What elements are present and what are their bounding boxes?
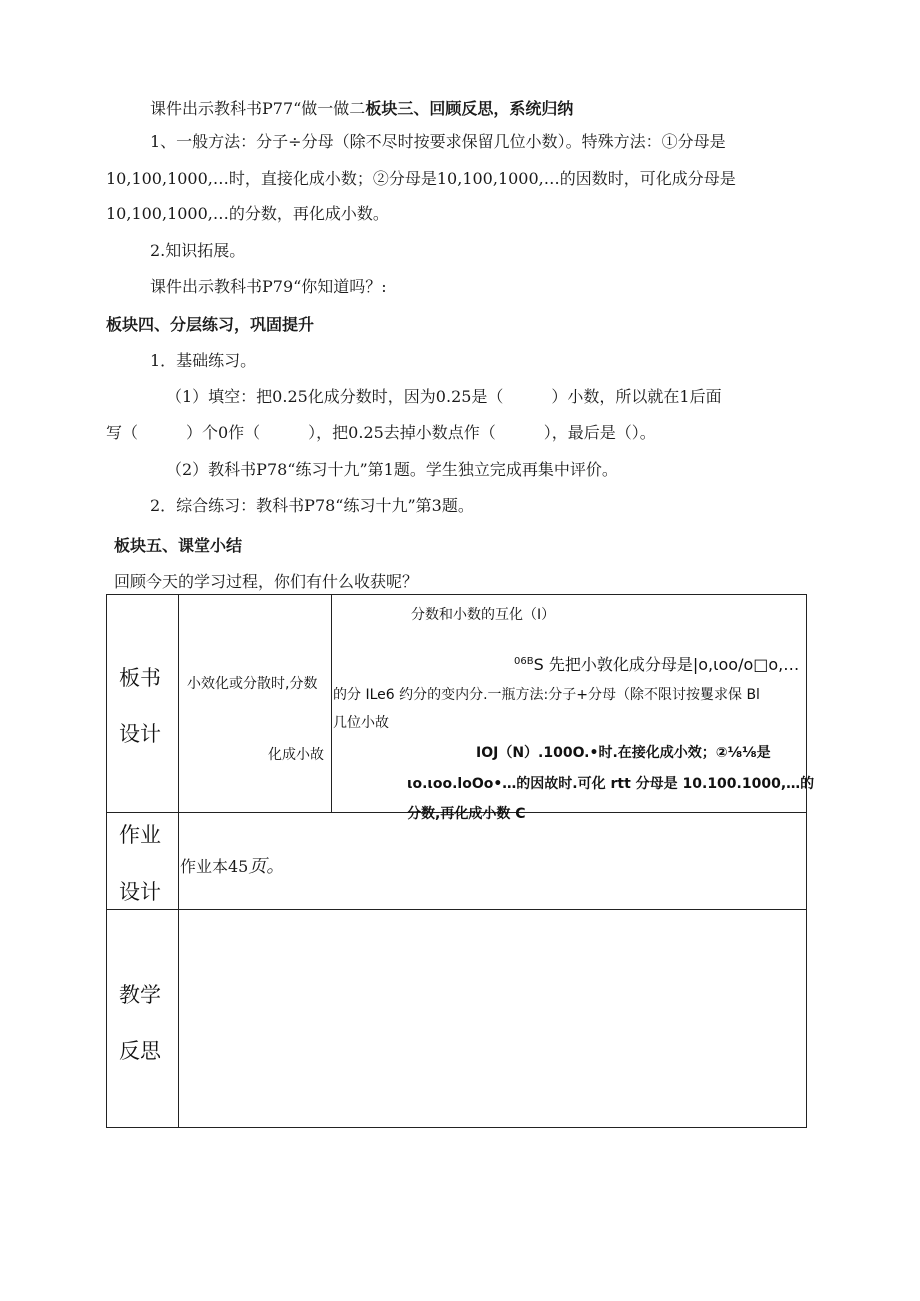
paragraph-12: 回顾今天的学习过程，你们有什么收获呢？ — [114, 572, 419, 591]
table-border-col1 — [178, 594, 179, 1128]
board-right-sup: 06B — [514, 656, 534, 667]
paragraph-3: 10,100,1000,…时，直接化成小数；②分母是10,100,1000,…的因数时，可化成分母是 — [106, 169, 736, 188]
table-border-left — [106, 594, 107, 1128]
homework-page-suffix: 页。 — [248, 856, 285, 877]
board-inner-divider — [331, 594, 332, 812]
paragraph-9: 写（ ）个0作（ ），把0.25去掉小数点作（ ），最后是（）。 — [106, 423, 656, 442]
section-5-heading: 板块五、课堂小结 — [114, 536, 243, 555]
table-border-row2 — [106, 909, 807, 910]
paragraph-5: 2.知识拓展。 — [150, 241, 246, 260]
board-right-line-1-text: S 先把小敦化成分母是|o,ιoo/o□o,… — [533, 655, 800, 674]
row-label-reflection-2: 反思 — [119, 1039, 161, 1063]
row-label-homework-1: 作业 — [119, 823, 161, 847]
board-right-line-1 — [514, 652, 799, 676]
board-right-line-6-clip — [405, 798, 605, 822]
paragraph-10: （2）教科书P78“练习十九”第1题。学生独立完成再集中评价。 — [166, 460, 618, 479]
section-3-heading: 板块三、回顾反思，系统归纳 — [365, 99, 574, 118]
board-left-line-2: 化成小故 — [268, 747, 324, 763]
paragraph-1 — [150, 98, 573, 120]
homework-text: 作业本45 — [180, 857, 249, 876]
row-label-board-design-2: 设计 — [119, 722, 161, 746]
row-label-board-design-1: 板书 — [119, 666, 161, 690]
board-right-line-3: 几位小故 — [333, 715, 389, 731]
row-label-homework-2: 设计 — [119, 880, 161, 904]
table-border-right — [806, 594, 807, 1128]
table-border-top — [106, 594, 807, 595]
paragraph-6: 课件出示教科书P79“你知道吗？: — [150, 277, 387, 296]
row-label-reflection-1: 教学 — [119, 983, 161, 1007]
board-right-line-4: IOJ（N）.100O.•时.在接化成小效；②⅛⅛是 — [476, 745, 771, 761]
board-left-line-1: 小效化或分散时,分数 — [187, 676, 318, 692]
board-title: 分数和小数的互化（I） — [411, 607, 556, 623]
paragraph-2: 1、一般方法：分子÷分母（除不尽时按要求保留几位小数）。特殊方法：①分母是 — [150, 132, 726, 151]
paragraph-4: 10,100,1000,…的分数，再化成小数。 — [106, 204, 389, 223]
paragraph-8: （1）填空：把0.25化成分数时，因为0.25是（ ）小数，所以就在1后面 — [166, 387, 722, 406]
board-right-line-2: 的分 ILe6 约分的变内分.一瓶方法:分子+分母（除不限讨按矍求保 Bl — [333, 687, 760, 703]
section-4-heading: 板块四、分层练习，巩固提升 — [106, 315, 315, 334]
board-right-line-5: ιo.ιoo.loOo•…的因故时.可化 rtt 分母是 10.100.1000,…的 — [407, 776, 815, 792]
paragraph-1-text: 课件出示教科书P77“做一做二 — [150, 99, 366, 118]
paragraph-11: 2．综合练习：教科书P78“练习十九”第3题。 — [150, 496, 474, 515]
table-border-bottom — [106, 1127, 807, 1128]
paragraph-7: 1．基础练习。 — [150, 351, 257, 370]
homework-content — [180, 856, 284, 878]
board-right-line-6: 分数,再化成小数 C — [407, 806, 526, 822]
